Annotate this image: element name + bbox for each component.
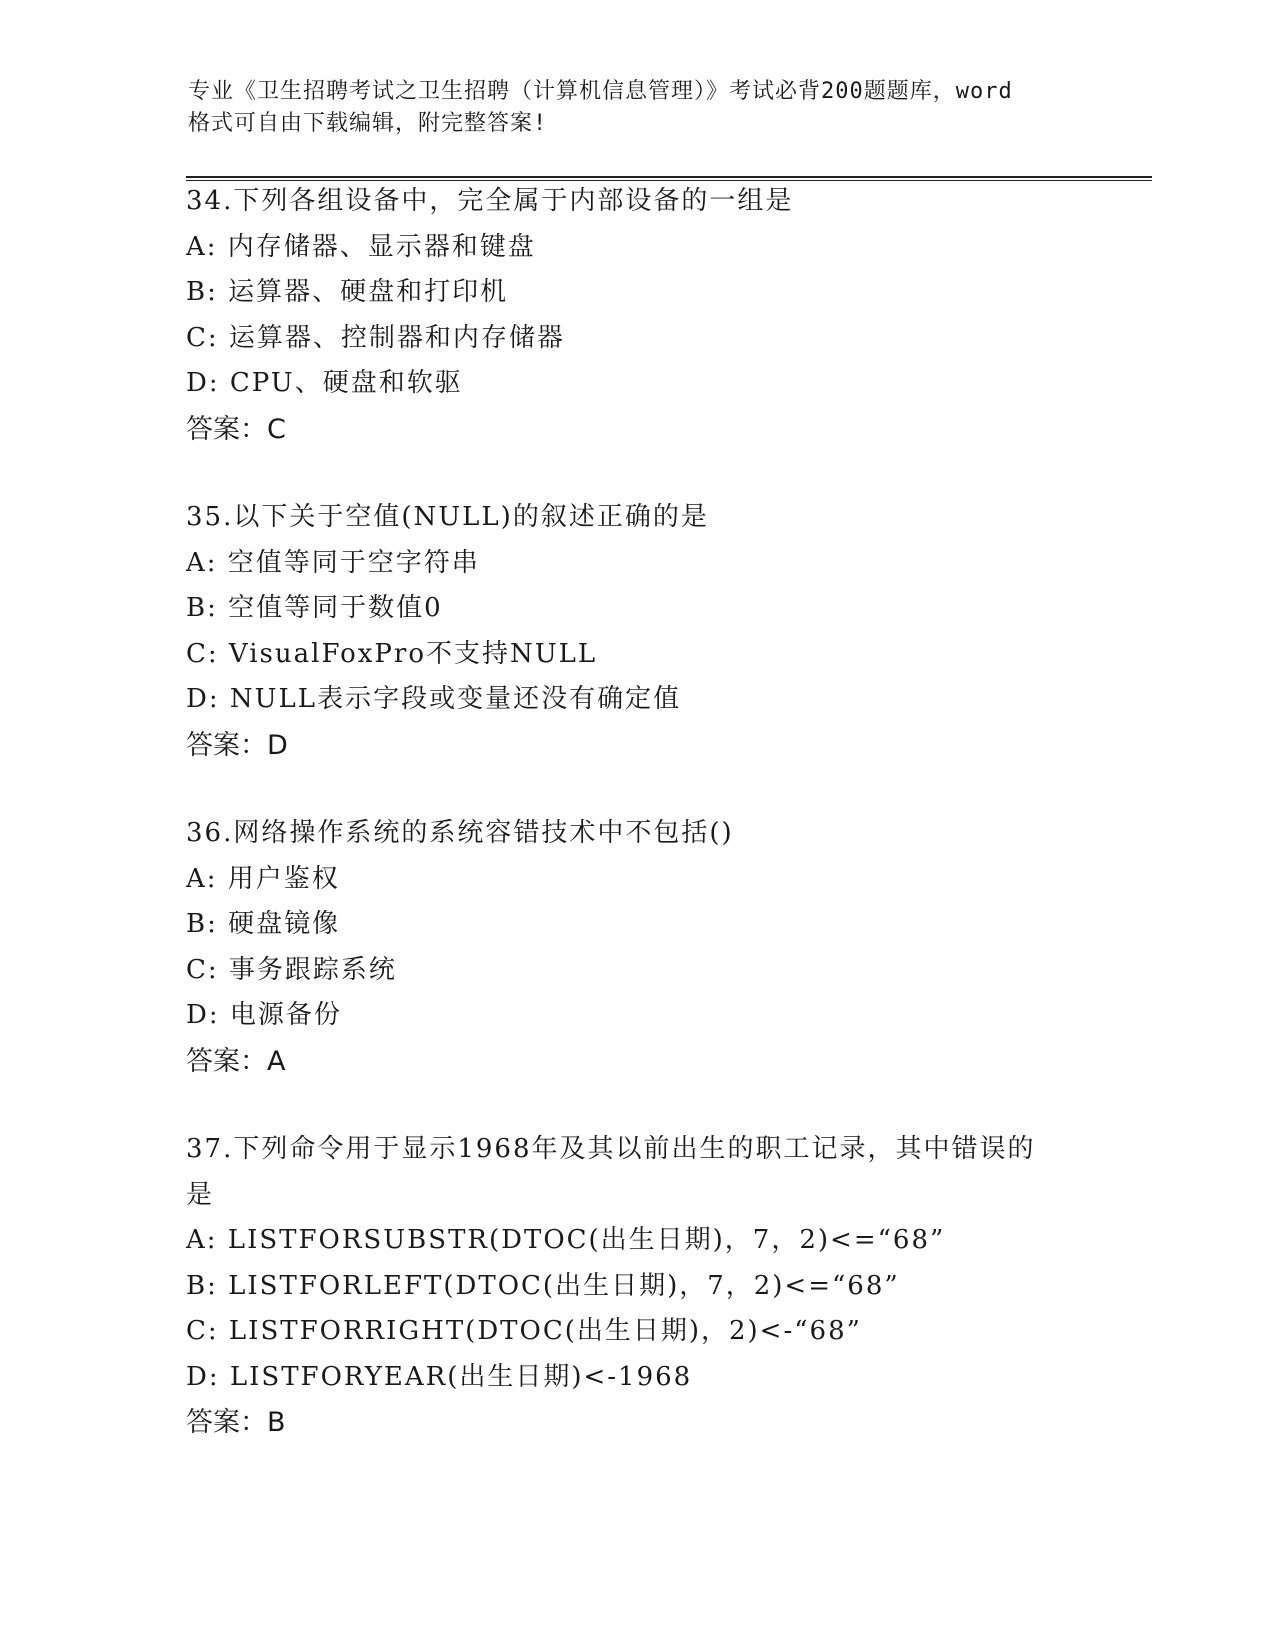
option-d: D: NULL表示字段或变量还没有确定值 — [186, 684, 682, 714]
option-c: C: 运算器、控制器和内存储器 — [186, 322, 565, 353]
option-b: B: 空值等同于数值0 — [186, 593, 443, 623]
document-header — [188, 76, 1088, 140]
option-d: D: CPU、硬盘和软驱 — [186, 368, 463, 398]
question-34 — [186, 179, 1146, 452]
option-a: A: 用户鉴权 — [186, 863, 340, 894]
answer: 答案：C — [186, 413, 286, 445]
option-b: B: 硬盘镜像 — [186, 909, 341, 939]
question-text: 36.网络操作系统的系统容错技术中不包括() — [186, 818, 734, 848]
header-line-2: 格式可自由下载编辑，附完整答案! — [188, 111, 548, 136]
option-a: A: 内存储器、显示器和键盘 — [186, 231, 536, 262]
answer: 答案：B — [186, 1407, 286, 1438]
header-line-1: 专业《卫生招聘考试之卫生招聘（计算机信息管理）》考试必背200题题库，word — [188, 79, 1013, 104]
option-b: B: LISTFORLEFT(DTOC(出生日期)，7，2)<=“68” — [186, 1270, 900, 1301]
option-b: B: 运算器、硬盘和打印机 — [186, 277, 509, 307]
question-36 — [186, 811, 1146, 1084]
answer: 答案：A — [186, 1045, 286, 1077]
option-c: C: VisualFoxPro不支持NULL — [186, 638, 598, 669]
option-d: D: 电源备份 — [186, 1000, 342, 1030]
option-a: A: 空值等同于空字符串 — [186, 547, 480, 578]
question-37 — [186, 1127, 1146, 1446]
option-a: A: LISTFORSUBSTR(DTOC(出生日期)，7，2)<=“68” — [186, 1225, 946, 1255]
question-text: 37.下列命令用于显示1968年及其以前出生的职工记录，其中错误的 — [186, 1134, 1036, 1164]
option-c: C: 事务跟踪系统 — [186, 954, 397, 985]
question-text-continued: 是 — [186, 1179, 215, 1210]
answer: 答案：D — [186, 729, 288, 761]
option-c: C: LISTFORRIGHT(DTOC(出生日期)，2)<-“68” — [186, 1316, 862, 1346]
question-text: 34.下列各组设备中，完全属于内部设备的一组是 — [186, 186, 794, 216]
question-35 — [186, 495, 1146, 768]
option-d: D: LISTFORYEAR(出生日期)<-1968 — [186, 1361, 693, 1392]
question-text: 35.以下关于空值(NULL)的叙述正确的是 — [186, 502, 709, 532]
